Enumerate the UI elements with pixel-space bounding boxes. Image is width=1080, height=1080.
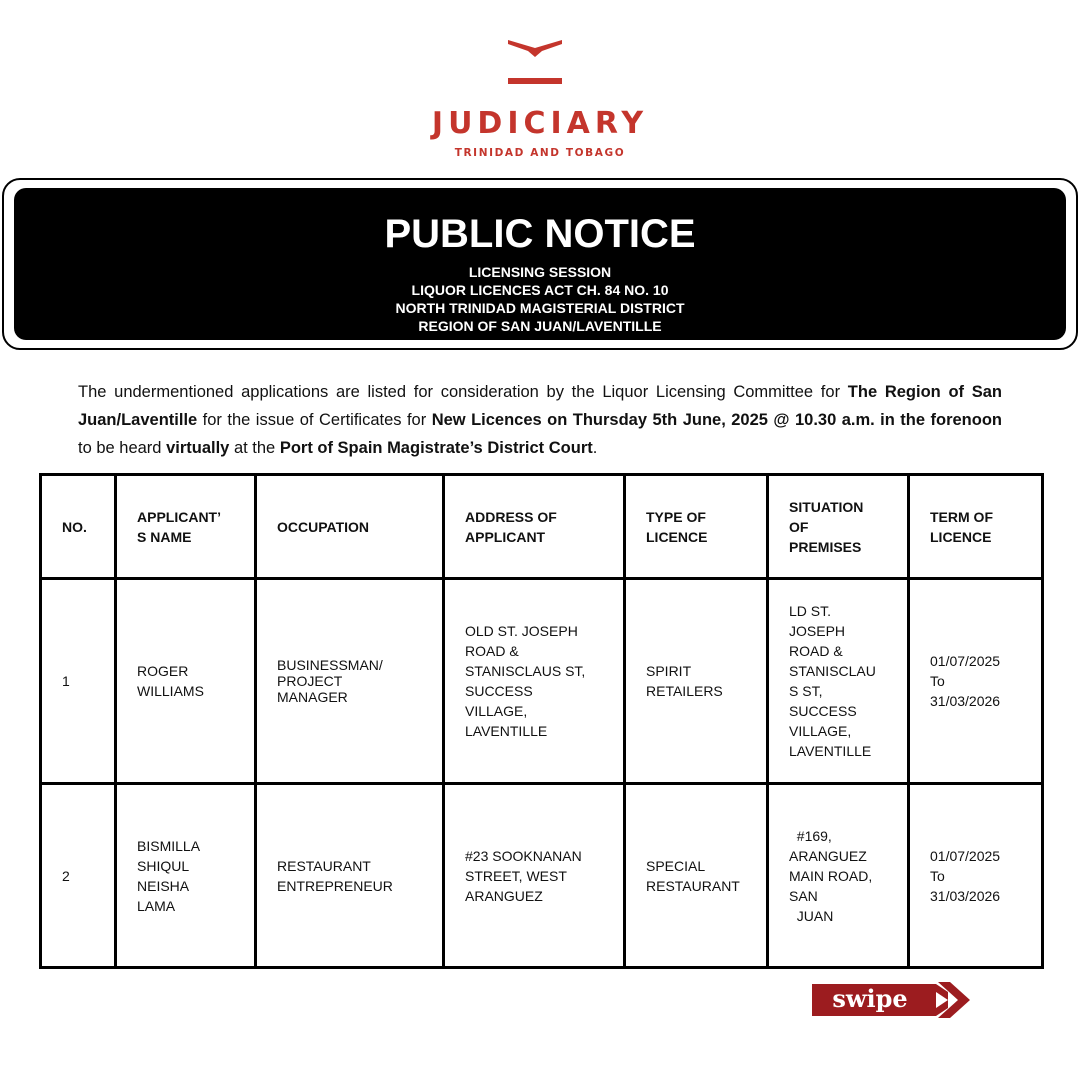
cell-premises: #169, ARANGUEZ MAIN ROAD, SAN JUAN	[768, 784, 909, 968]
cell-term: 01/07/2025 To 31/03/2026	[909, 579, 1043, 784]
header-licence-type: TYPE OF LICENCE	[625, 475, 768, 579]
cell-applicant-name: ROGER WILLIAMS	[116, 579, 256, 784]
intro-paragraph	[78, 378, 1002, 462]
header-applicant-name: APPLICANT’ S NAME	[116, 475, 256, 579]
table-row	[41, 579, 1043, 784]
intro-text: at the	[229, 439, 280, 457]
cell-occupation: RESTAURANT ENTREPRENEUR	[256, 784, 444, 968]
cell-licence-type: SPECIAL RESTAURANT	[625, 784, 768, 968]
intro-region: The Region of San Juan/Laventille	[78, 383, 1002, 429]
banner-line: REGION OF SAN JUAN/LAVENTILLE	[418, 318, 662, 334]
cell-licence-type: SPIRIT RETAILERS	[625, 579, 768, 784]
header-address: ADDRESS OF APPLICANT	[444, 475, 625, 579]
intro-text: .	[592, 439, 598, 457]
cell-premises: LD ST. JOSEPH ROAD & STANISCLAU S ST, SUCCESS VILLAGE, LAVENTILLE	[768, 579, 909, 784]
header-premises: SITUATION OF PREMISES	[768, 475, 909, 579]
cell-no: 1	[41, 579, 116, 784]
table-row	[41, 784, 1043, 968]
intro-text: for the issue of Certificates for	[197, 411, 432, 429]
applications-table	[39, 473, 1044, 969]
cell-address: OLD ST. JOSEPH ROAD & STANISCLAUS ST, SUCCESS VILLAGE, LAVENTILLE	[444, 579, 625, 784]
banner-lines	[14, 263, 1066, 335]
cell-occupation: BUSINESSMAN/ PROJECT MANAGER	[256, 579, 444, 784]
cell-applicant-name: BISMILLA SHIQUL NEISHA LAMA	[116, 784, 256, 968]
header-term: TERM OF LICENCE	[909, 475, 1043, 579]
header-occupation: OCCUPATION	[256, 475, 444, 579]
banner-line: NORTH TRINIDAD MAGISTERIAL DISTRICT	[395, 300, 685, 316]
banner-line: LIQUOR LICENCES ACT CH. 84 NO. 10	[411, 282, 669, 298]
intro-date: New Licences on Thursday 5th June, 2025 @ 10.30 a.m. in the forenoon	[431, 411, 1002, 429]
table-header-row	[41, 475, 1043, 579]
notice-banner	[14, 188, 1066, 340]
cell-term: 01/07/2025 To 31/03/2026	[909, 784, 1043, 968]
intro-text: The undermentioned applications are listed for consideration by the Liquor Licensing Committee for	[78, 383, 848, 401]
header-no: NO.	[41, 475, 116, 579]
intro-text: to be heard	[78, 439, 167, 457]
judiciary-logo	[0, 0, 1080, 170]
intro-court: Port of Spain Magistrate’s District Court	[279, 439, 593, 457]
logo-subtitle: TRINIDAD AND TOBAGO	[454, 147, 626, 159]
cell-no: 2	[41, 784, 116, 968]
swipe-label: swipe	[832, 984, 908, 1013]
notice-banner-frame	[2, 178, 1078, 350]
intro-mode: virtually	[166, 439, 230, 457]
cell-address: #23 SOOKNANAN STREET, WEST ARANGUEZ	[444, 784, 625, 968]
judiciary-emblem-icon	[506, 34, 564, 86]
banner-line: LICENSING SESSION	[468, 264, 612, 280]
banner-title: PUBLIC NOTICE	[384, 212, 696, 256]
logo-title: JUDICIARY	[431, 106, 649, 141]
swipe-button[interactable]	[812, 980, 974, 1024]
